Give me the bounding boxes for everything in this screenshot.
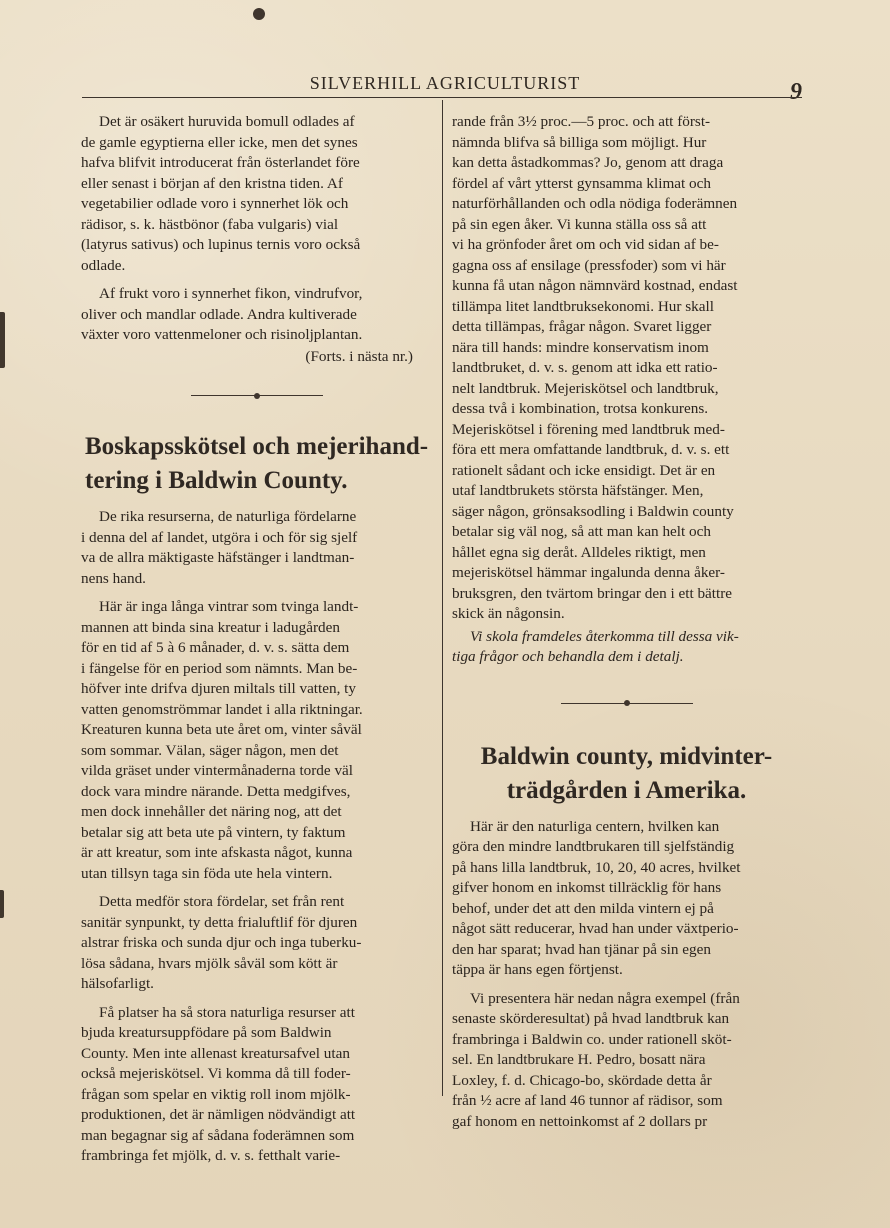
right-top-paragraph: rande från 3½ proc.—5 proc. och att först- nämnda blifva så billiga som möjligt. Hur kan detta åstadkommas? Jo, genom att draga fördel af vårt ytterst gynsamma klimat och naturförhållanden och odla nödiga foderämnen på sin egen åker. Vi kunna ställa oss så att vi ha grönfoder året om och vid sidan af be- gagna oss af ensilage (pressfoder) som vi här kunna få utan någon nämnvärd kostnad, endast tillämpa litet landtbruksekonomi. Hur skall detta tillämpas, frågar någon. Svaret ligger nära till hands: mindre konservatism inom landtbruket, d. v. s. genom att idka ett ratio- nelt landtbruk. Mejeriskötsel och landtbruk, dessa två i kombination, trotsa konkurens. Mejeriskötsel i förening med landtbruk med- föra ett mera omfattande landtbruk, d. v. s. ett rationelt sådant och icke ensidigt. Det är en utaf landtbrukets största häfstänger. Men, säger någon, grönsaksodling i Baldwin county betalar sig väl nog, så att man kan helt och hållet egna sig deråt. Alldeles riktigt, men mejeriskötsel hämmar ingalunda denna åker- bruksgren, den tvärtom bringar den i ett bättre skick än någonsin. bbox=[452, 113, 738, 622]
left-edge-mark bbox=[0, 312, 5, 368]
section-divider-ornament-right bbox=[561, 699, 693, 709]
ink-dot bbox=[253, 8, 265, 20]
page-number: 9 bbox=[790, 79, 802, 105]
right-italic-note: Vi skola framdeles återkomma till dessa vik- tiga frågor och behandla dem i detalj. bbox=[452, 627, 739, 665]
header-rule bbox=[82, 97, 802, 98]
left-intro-paragraph-1: Det är osäkert huruvida bomull odlades af de gamle egyptierna eller icke, men det synes hafva blifvit introducerat från österlandet före eller senast i början af den kristna tiden. Af vegetabilier odlade voro i synnerhet lök och rädisor, s. k. hästbönor (faba vulgaris) vial (latyrus sativus) och lupinus ternis voro också odlade. bbox=[81, 113, 361, 274]
right-section-paragraph-1: Här är den naturliga centern, hvilken kan göra den mindre landtbrukaren till sjelfständig på hans lilla landtbruk, 10, 20, 40 acres, hvilket gifver honom en inkomst tillräcklig för hans behof, under det att den milda vintern ej på något sätt reducerar, hvad han under växtperio- den har sparat; hvad han tjänar på sin egen täppa är hans egen förtjenst. bbox=[452, 817, 741, 978]
left-edge-mark-lower bbox=[0, 890, 4, 918]
page-header-title: SILVERHILL AGRICULTURIST bbox=[309, 73, 581, 93]
left-section-paragraph-1: De rika resurserna, de naturliga fördelarne i denna del af landet, utgöra i och för sig sjelf va de allra mäktigaste häfstänger i landtman- nens hand. bbox=[81, 508, 358, 587]
left-section-title: Boskapsskötsel och mejerihand- tering i Baldwin County. bbox=[85, 433, 429, 494]
right-column bbox=[452, 112, 801, 1132]
left-section-paragraph-3: Detta medför stora fördelar, set från rent sanitär synpunkt, ty detta frialuftlif för djuren alstrar friska och sunda djur och inga tuberku- lösa sådana, hvars mjölk såväl som kött är hälsofarligt. bbox=[81, 893, 362, 992]
right-section-paragraph-2: Vi presentera här nedan några exempel (från senaste skörderesultat) på hvad landtbruk kan frambringa i Baldwin co. under rationell sköt- sel. En landtbrukare H. Pedro, bosatt nära Loxley, f. d. Chicago-bo, skördade detta år från ½ acre af land 46 tunnor af rädisor, som gaf honom en nettoinkomst af 2 dollars pr bbox=[452, 989, 740, 1130]
left-section-paragraph-2: Här är inga långa vintrar som tvinga landt- mannen att binda sina kreatur i ladugården för en tid af 5 à 6 månader, d. v. s. sätta dem i fängelse för en period som nämnts. Man be- höfver inte drifva djuren miltals till vatten, ty vatten genomströmmar landet i alla riktningar. Kreaturen kunna beta ute året om, vinter såväl som sommar. Välan, säger någon, men det vilda gräset under vintermånaderna torde väl dock vara mindre närande. Detta medgifves, men dock innehåller det näring nog, att det betalar sig att beta ute på vintern, ty faktum är att kreatur, som inte afskasta något, kunna utan tillsyn taga sin föda ute hela vintern. bbox=[81, 598, 363, 882]
left-section-paragraph-4: Få platser ha så stora naturliga resurser att bjuda kreatursuppfödare på som Baldwin County. Men inte allenast kreatursafvel utan också mejeriskötsel. Vi komma då till foder- frågan som spelar en viktig roll inom mjölk- produktionen, det är nämligen nödvändigt att man begagnar sig af sådana foderämnen som frambringa fet mjölk, d. v. s. fetthalt varie- bbox=[81, 1003, 356, 1164]
section-divider-ornament-left bbox=[191, 391, 323, 401]
left-intro-paragraph-2: Af frukt voro i synnerhet fikon, vindrufvor, oliver och mandlar odlade. Andra kultiverade växter voro vattenmeloner och risinoljplantan. bbox=[81, 285, 363, 343]
left-column bbox=[81, 112, 433, 1167]
right-section-title: Baldwin county, midvinter- trädgården i Amerika. bbox=[480, 742, 773, 804]
continuation-note: (Forts. i nästa nr.) bbox=[305, 347, 413, 365]
column-divider bbox=[442, 100, 443, 1096]
